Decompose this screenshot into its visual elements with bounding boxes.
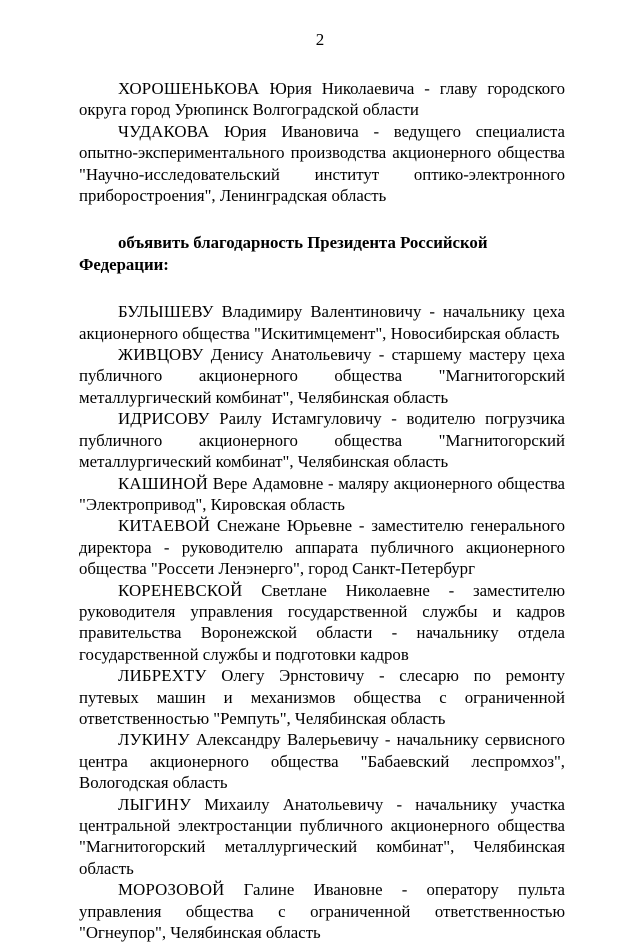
list-item <box>79 473 565 516</box>
section-heading: объявить благодарность Президента Российской Федерации: <box>79 233 488 274</box>
gratitude-entries-list <box>79 301 565 943</box>
list-item <box>79 665 565 729</box>
recipient-surname: ЖИВЦОВУ <box>118 345 204 365</box>
list-item <box>79 408 565 472</box>
recipient-details: Денису Анатольевичу - старшему мастеру цеха публичного акционерного общества "Магнитогорский металлургический комбинат", Челябинская область <box>79 345 565 407</box>
list-item <box>79 78 565 121</box>
page-number: 2 <box>315 30 325 49</box>
intro-entries-list <box>79 78 565 206</box>
recipient-details: Владимиру Валентиновичу - начальнику цеха акционерного общества "Искитимцемент", Новосибирская область <box>79 302 565 343</box>
recipient-surname: ХОРОШЕНЬКОВА <box>118 79 260 98</box>
recipient-details: Светлане Николаевне - заместителю руководителя управления государственной службы и кадров правительства Воронежской области - начальнику отдела государственной службы и подготовки кадров <box>79 580 565 664</box>
list-item <box>79 301 565 344</box>
recipient-details: Галине Ивановне - оператору пульта управления общества с ограниченной ответственностью "Огнеупор", Челябинская область <box>79 880 565 943</box>
document-body <box>79 78 565 943</box>
recipient-surname: БУЛЫШЕВУ <box>118 302 214 322</box>
recipient-surname: ЛЫГИНУ <box>118 794 192 814</box>
recipient-details: Михаилу Анатольевичу - начальнику участка центральной электростанции публичного акционерного общества "Магнитогорский металлургический комбинат", Челябинская область <box>79 794 565 878</box>
recipient-details: Раилу Истамгуловичу - водителю погрузчика публичного акционерного общества "Магнитогорский металлургический комбинат", Челябинская область <box>79 409 565 472</box>
recipient-details: Юрия Ивановича - ведущего специалиста опытно-экспериментального производства акционерного общества "Научно-исследовательский институт оптико-электронного приборостроения", Ленинградская область <box>79 121 565 206</box>
recipient-surname: МОРОЗОВОЙ <box>118 880 225 900</box>
recipient-surname: ЛИБРЕХТУ <box>118 666 207 686</box>
list-item <box>79 879 565 943</box>
recipient-surname: ЧУДАКОВА <box>118 121 210 141</box>
list-item <box>79 344 565 408</box>
list-item <box>79 515 565 579</box>
list-item <box>79 729 565 793</box>
recipient-surname: ИДРИСОВУ <box>118 409 210 429</box>
recipient-surname: ЛУКИНУ <box>118 730 190 750</box>
recipient-surname: КИТАЕВОЙ <box>118 516 211 536</box>
recipient-details: Вере Адамовне - маляру акционерного общества "Электропривод", Кировская область <box>79 473 565 514</box>
recipient-details: Юрия Николаевича - главу городского округа город Урюпинск Волгоградской области <box>79 79 566 120</box>
recipient-surname: КАШИНОЙ <box>118 473 209 493</box>
recipient-details: Александру Валерьевичу - начальнику сервисного центра акционерного общества "Бабаевский леспромхоз", Вологодская область <box>79 730 565 793</box>
recipient-details: Олегу Эрнстовичу - слесарю по ремонту путевых машин и механизмов общества с ограниченной ответственностью "Ремпуть", Челябинская область <box>79 666 565 728</box>
list-item <box>79 121 565 207</box>
list-item <box>79 580 565 666</box>
list-item <box>79 794 565 880</box>
recipient-details: Снежане Юрьевне - заместителю генерального директора - руководителю аппарата публичного акционерного общества "Россети Ленэнерго", город Санкт-Петербург <box>79 516 565 579</box>
recipient-surname: КОРЕНЕВСКОЙ <box>118 580 243 600</box>
